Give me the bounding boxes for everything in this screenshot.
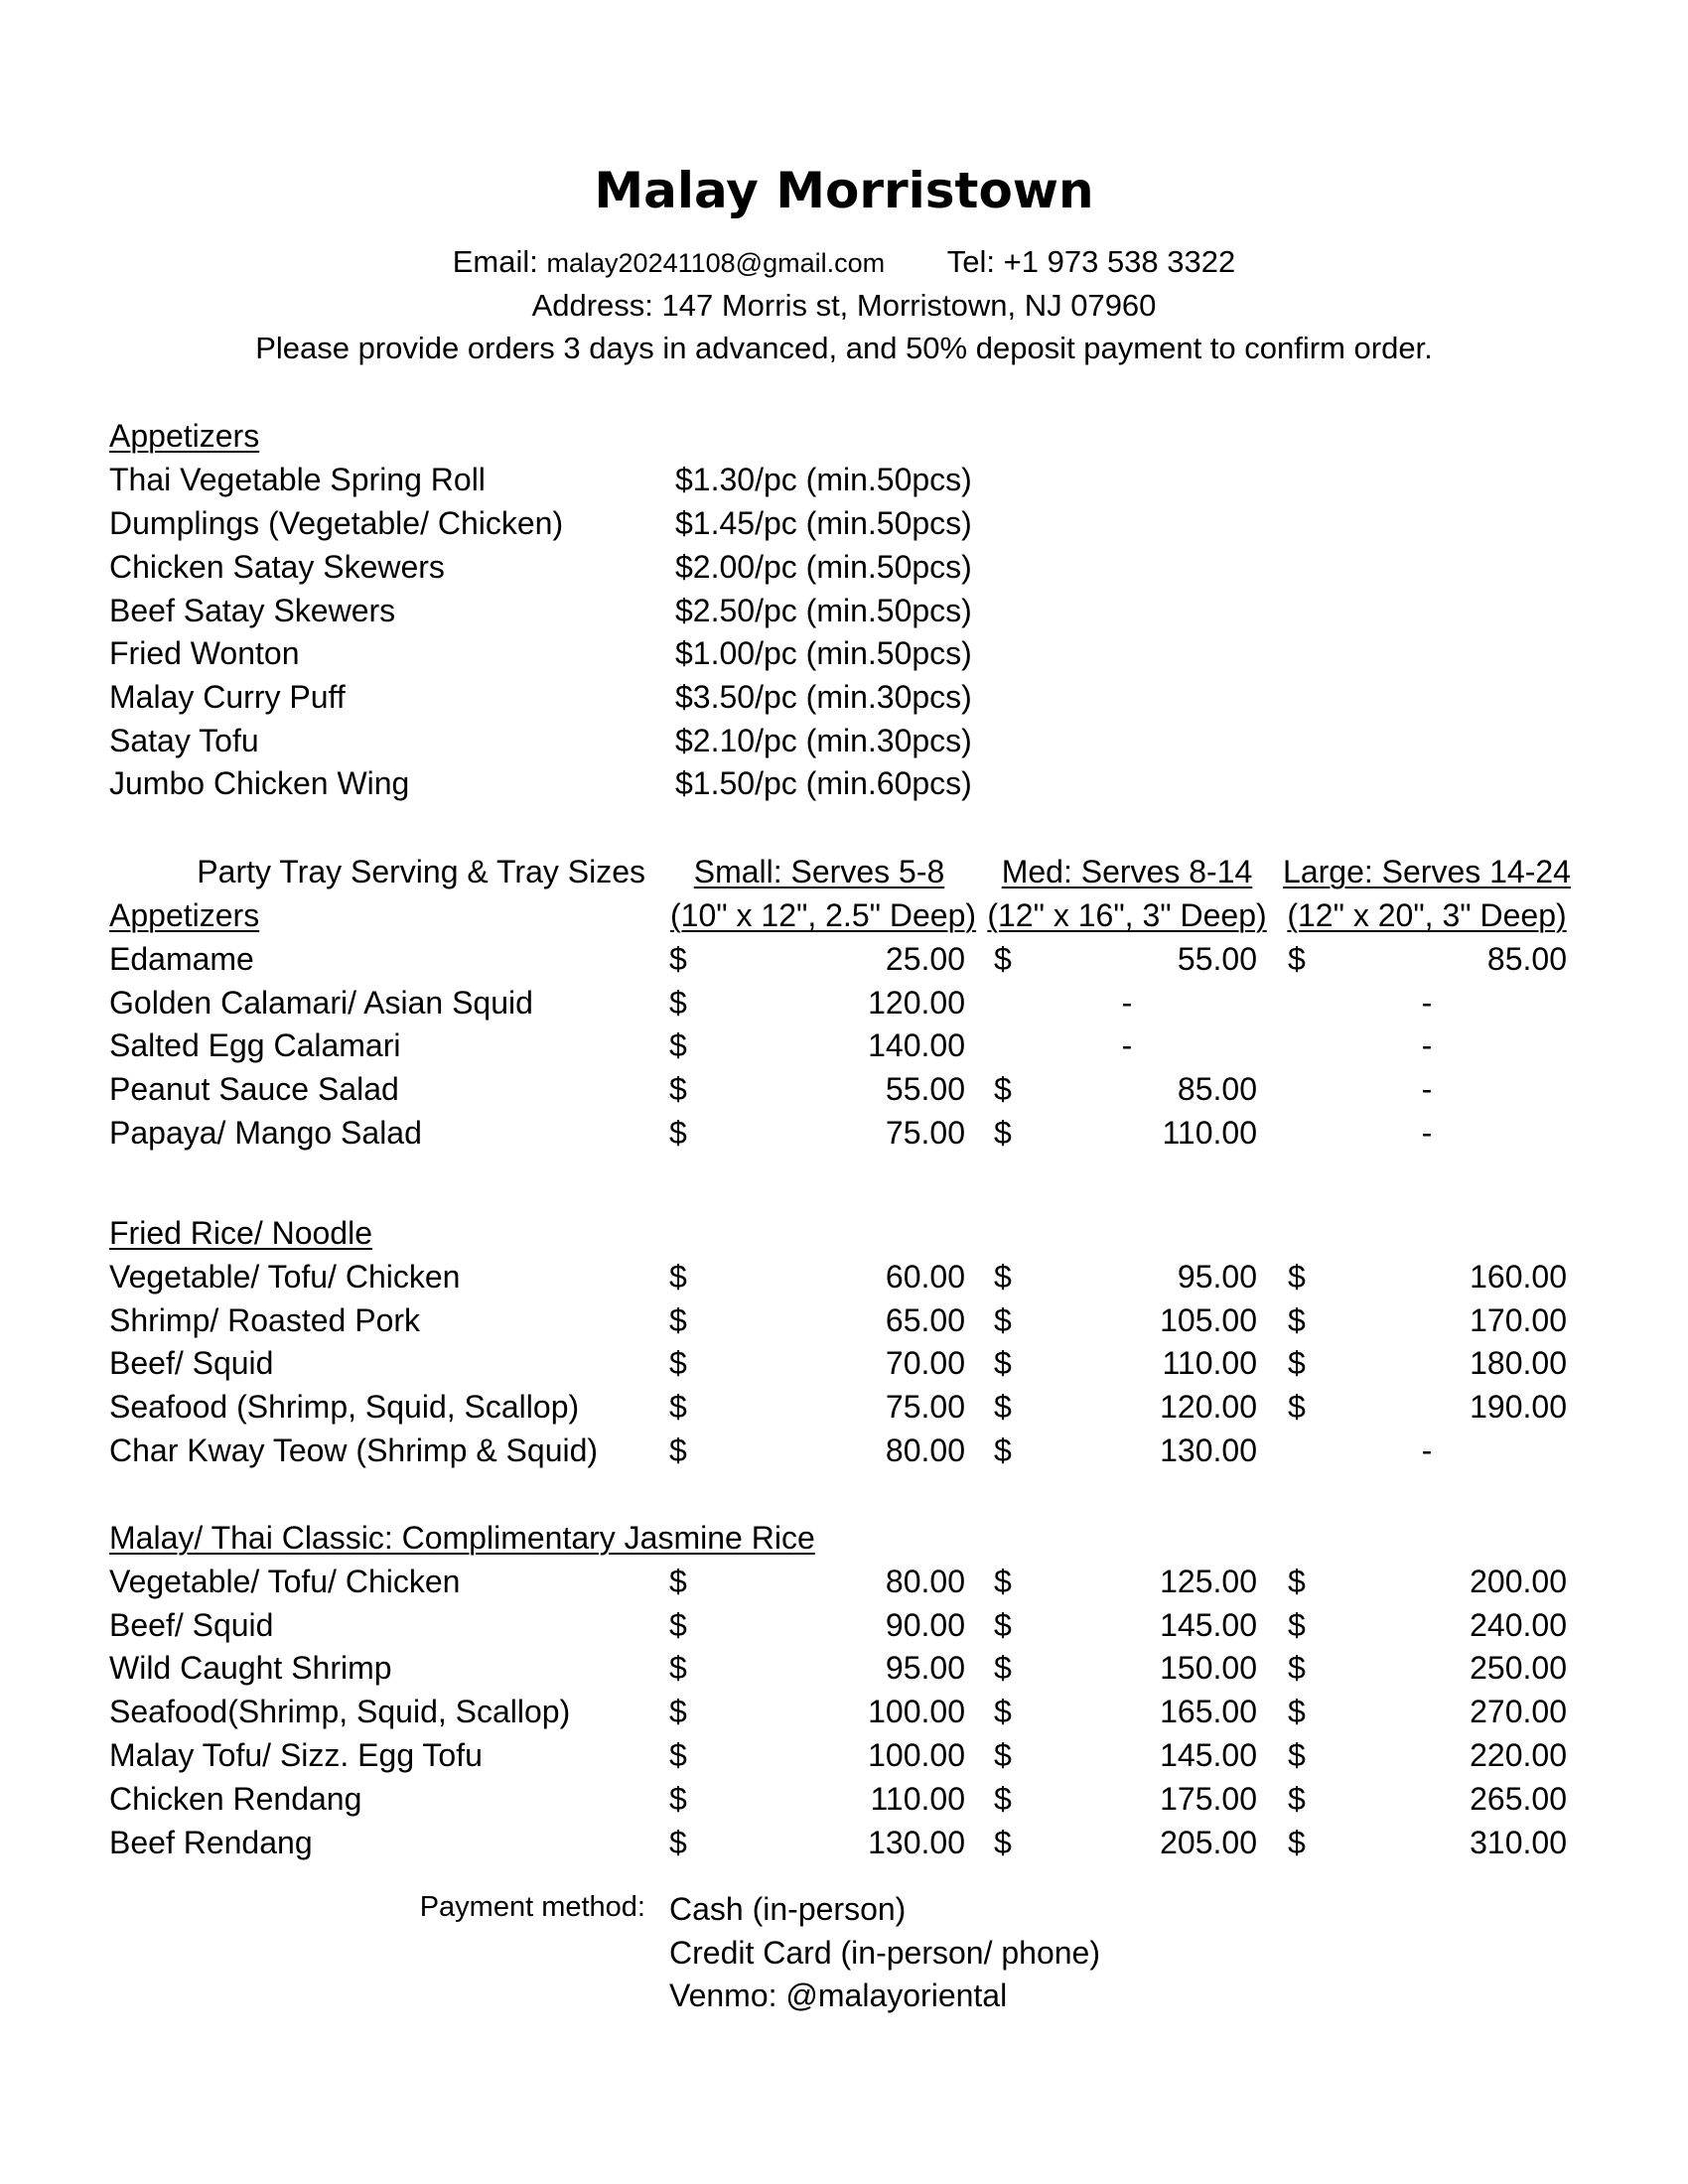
menu-item-price: $2.00/pc (min.50pcs) <box>675 549 972 585</box>
menu-item-name: Jumbo Chicken Wing <box>109 765 410 801</box>
currency-symbol: $ <box>669 985 687 1021</box>
not-available-dash: - <box>1421 1071 1433 1107</box>
menu-item-price: $1.45/pc (min.50pcs) <box>675 505 972 541</box>
tray-item-name: Chicken Rendang <box>109 1781 362 1817</box>
currency-symbol: $ <box>1288 1345 1306 1381</box>
tray-item-name: Peanut Sauce Salad <box>109 1071 399 1107</box>
tray-item-price: 270.00 <box>1470 1694 1567 1729</box>
currency-symbol: $ <box>669 1345 687 1381</box>
tray-item-name: Beef Rendang <box>109 1825 313 1860</box>
currency-symbol: $ <box>669 1302 687 1338</box>
currency-symbol: $ <box>1288 1302 1306 1338</box>
menu-item-name: Thai Vegetable Spring Roll <box>109 462 486 497</box>
menu-item-name: Beef Satay Skewers <box>109 593 396 628</box>
currency-symbol: $ <box>1288 1607 1306 1643</box>
tray-item-price: 55.00 <box>885 1071 965 1107</box>
tray-item-price: 120.00 <box>868 985 965 1021</box>
tray-size-dimensions: (12" x 20", 3" Deep) <box>1287 897 1567 933</box>
order-notice: Please provide orders 3 days in advanced, and 50% deposit payment to confirm order. <box>255 331 1433 365</box>
tray-item-price: 90.00 <box>885 1607 965 1643</box>
tray-item-price: 100.00 <box>868 1694 965 1729</box>
tray-item-price: 55.00 <box>1177 941 1257 977</box>
currency-symbol: $ <box>1288 941 1306 977</box>
tray-item-price: 205.00 <box>1160 1825 1257 1860</box>
tray-item-price: 85.00 <box>1486 941 1567 977</box>
payment-label: Payment method: <box>419 1891 645 1923</box>
currency-symbol: $ <box>669 1781 687 1817</box>
tray-item-name: Edamame <box>109 941 254 977</box>
tray-item-price: 170.00 <box>1470 1302 1567 1338</box>
email-address: malay20241108@gmail.com <box>546 248 886 278</box>
tray-item-price: 75.00 <box>885 1389 965 1425</box>
tray-item-price: 65.00 <box>885 1302 965 1338</box>
tray-item-price: 95.00 <box>1177 1259 1257 1295</box>
currency-symbol: $ <box>994 1564 1012 1599</box>
currency-symbol: $ <box>669 1115 687 1151</box>
tray-item-name: Beef/ Squid <box>109 1607 274 1643</box>
tray-item-price: 110.00 <box>1162 1115 1257 1151</box>
email-label: Email: <box>452 244 538 279</box>
tray-item-price: 180.00 <box>1470 1345 1567 1381</box>
tray-item-price: 25.00 <box>885 941 965 977</box>
tray-item-price: 200.00 <box>1470 1564 1567 1599</box>
tray-item-name: Vegetable/ Tofu/ Chicken <box>109 1564 461 1599</box>
tray-item-price: 85.00 <box>1177 1071 1257 1107</box>
menu-item-name: Dumplings (Vegetable/ Chicken) <box>109 505 564 541</box>
tray-item-name: Seafood (Shrimp, Squid, Scallop) <box>109 1389 580 1425</box>
menu-item-name: Fried Wonton <box>109 635 300 671</box>
currency-symbol: $ <box>669 1071 687 1107</box>
currency-symbol: $ <box>669 1564 687 1599</box>
currency-symbol: $ <box>669 1433 687 1468</box>
currency-symbol: $ <box>1288 1737 1306 1773</box>
not-available-dash: - <box>1121 985 1133 1021</box>
currency-symbol: $ <box>994 1389 1012 1425</box>
currency-symbol: $ <box>994 1433 1012 1468</box>
restaurant-title: Malay Morristown <box>594 162 1094 219</box>
tray-item-price: 165.00 <box>1160 1694 1257 1729</box>
tray-item-price: 220.00 <box>1470 1737 1567 1773</box>
tray-item-name: Golden Calamari/ Asian Squid <box>109 985 533 1021</box>
tray-title: Party Tray Serving & Tray Sizes <box>197 854 645 889</box>
currency-symbol: $ <box>994 1825 1012 1860</box>
currency-symbol: $ <box>994 1781 1012 1817</box>
tray-item-price: 110.00 <box>1162 1345 1257 1381</box>
tray-item-price: 130.00 <box>1160 1433 1257 1468</box>
menu-item-name: Satay Tofu <box>109 723 259 758</box>
currency-symbol: $ <box>669 1825 687 1860</box>
payment-method: Cash (in-person) <box>669 1891 907 1927</box>
tray-item-price: 120.00 <box>1160 1389 1257 1425</box>
currency-symbol: $ <box>669 1027 687 1063</box>
currency-symbol: $ <box>669 1737 687 1773</box>
tray-item-price: 240.00 <box>1470 1607 1567 1643</box>
tray-item-price: 265.00 <box>1470 1781 1567 1817</box>
tray-item-name: Vegetable/ Tofu/ Chicken <box>109 1259 461 1295</box>
currency-symbol: $ <box>994 1737 1012 1773</box>
not-available-dash: - <box>1421 1027 1433 1063</box>
not-available-dash: - <box>1421 1115 1433 1151</box>
tray-item-name: Char Kway Teow (Shrimp & Squid) <box>109 1433 599 1468</box>
section-heading: Appetizers <box>109 418 260 454</box>
tray-item-price: 110.00 <box>870 1781 965 1817</box>
tray-size-dimensions: (12" x 16", 3" Deep) <box>987 897 1267 933</box>
tray-item-price: 75.00 <box>885 1115 965 1151</box>
currency-symbol: $ <box>1288 1694 1306 1729</box>
currency-symbol: $ <box>1288 1389 1306 1425</box>
currency-symbol: $ <box>1288 1564 1306 1599</box>
currency-symbol: $ <box>994 1115 1012 1151</box>
tray-item-name: Seafood(Shrimp, Squid, Scallop) <box>109 1694 571 1729</box>
tray-item-name: Wild Caught Shrimp <box>109 1650 392 1686</box>
tray-size-label: Small: Serves 5-8 <box>693 854 945 889</box>
currency-symbol: $ <box>994 1650 1012 1686</box>
tray-item-name: Salted Egg Calamari <box>109 1027 401 1063</box>
not-available-dash: - <box>1421 985 1433 1021</box>
menu-item-price: $2.10/pc (min.30pcs) <box>675 723 972 758</box>
menu-item-name: Malay Curry Puff <box>109 679 346 715</box>
tray-size-dimensions: (10" x 12", 2.5" Deep) <box>670 897 977 933</box>
tray-item-price: 150.00 <box>1160 1650 1257 1686</box>
currency-symbol: $ <box>669 1607 687 1643</box>
tray-item-price: 250.00 <box>1470 1650 1567 1686</box>
currency-symbol: $ <box>994 1694 1012 1729</box>
tray-item-price: 310.00 <box>1470 1825 1567 1860</box>
tray-item-price: 60.00 <box>885 1259 965 1295</box>
payment-method: Venmo: @malayoriental <box>669 1978 1008 2013</box>
tray-item-price: 95.00 <box>885 1650 965 1686</box>
currency-symbol: $ <box>994 941 1012 977</box>
tray-item-price: 105.00 <box>1160 1302 1257 1338</box>
section-heading: Malay/ Thai Classic: Complimentary Jasmine Rice <box>109 1520 815 1556</box>
menu-item-price: $1.30/pc (min.50pcs) <box>675 462 972 497</box>
tray-item-price: 70.00 <box>885 1345 965 1381</box>
currency-symbol: $ <box>1288 1259 1306 1295</box>
telephone: Tel: +1 973 538 3322 <box>946 244 1236 279</box>
tray-item-name: Beef/ Squid <box>109 1345 274 1381</box>
tray-item-price: 80.00 <box>885 1433 965 1468</box>
currency-symbol: $ <box>669 1389 687 1425</box>
tray-item-price: 160.00 <box>1470 1259 1567 1295</box>
currency-symbol: $ <box>994 1302 1012 1338</box>
tray-item-price: 145.00 <box>1160 1737 1257 1773</box>
tray-item-price: 125.00 <box>1160 1564 1257 1599</box>
currency-symbol: $ <box>669 1259 687 1295</box>
menu-item-price: $2.50/pc (min.50pcs) <box>675 593 972 628</box>
currency-symbol: $ <box>669 1694 687 1729</box>
currency-symbol: $ <box>1288 1781 1306 1817</box>
contact-line <box>0 246 1688 277</box>
section-heading: Appetizers <box>109 897 260 933</box>
tray-item-name: Papaya/ Mango Salad <box>109 1115 422 1151</box>
menu-item-price: $1.00/pc (min.50pcs) <box>675 635 972 671</box>
currency-symbol: $ <box>994 1259 1012 1295</box>
tray-item-price: 145.00 <box>1160 1607 1257 1643</box>
menu-item-price: $1.50/pc (min.60pcs) <box>675 765 972 801</box>
payment-method: Credit Card (in-person/ phone) <box>669 1935 1100 1971</box>
section-heading: Fried Rice/ Noodle <box>109 1215 372 1251</box>
tray-item-price: 140.00 <box>868 1027 965 1063</box>
currency-symbol: $ <box>669 941 687 977</box>
not-available-dash: - <box>1121 1027 1133 1063</box>
address: Address: 147 Morris st, Morristown, NJ 07960 <box>531 288 1157 323</box>
tray-size-label: Med: Serves 8-14 <box>1001 854 1253 889</box>
menu-item-name: Chicken Satay Skewers <box>109 549 445 585</box>
tray-item-name: Shrimp/ Roasted Pork <box>109 1302 421 1338</box>
tray-item-price: 80.00 <box>885 1564 965 1599</box>
tray-item-price: 100.00 <box>868 1737 965 1773</box>
menu-item-price: $3.50/pc (min.30pcs) <box>675 679 972 715</box>
tray-item-price: 175.00 <box>1160 1781 1257 1817</box>
tray-size-label: Large: Serves 14-24 <box>1283 854 1571 889</box>
currency-symbol: $ <box>994 1345 1012 1381</box>
tray-item-price: 130.00 <box>868 1825 965 1860</box>
currency-symbol: $ <box>994 1071 1012 1107</box>
not-available-dash: - <box>1421 1433 1433 1468</box>
tray-item-price: 190.00 <box>1470 1389 1567 1425</box>
currency-symbol: $ <box>1288 1650 1306 1686</box>
currency-symbol: $ <box>669 1650 687 1686</box>
tray-item-name: Malay Tofu/ Sizz. Egg Tofu <box>109 1737 483 1773</box>
currency-symbol: $ <box>1288 1825 1306 1860</box>
currency-symbol: $ <box>994 1607 1012 1643</box>
